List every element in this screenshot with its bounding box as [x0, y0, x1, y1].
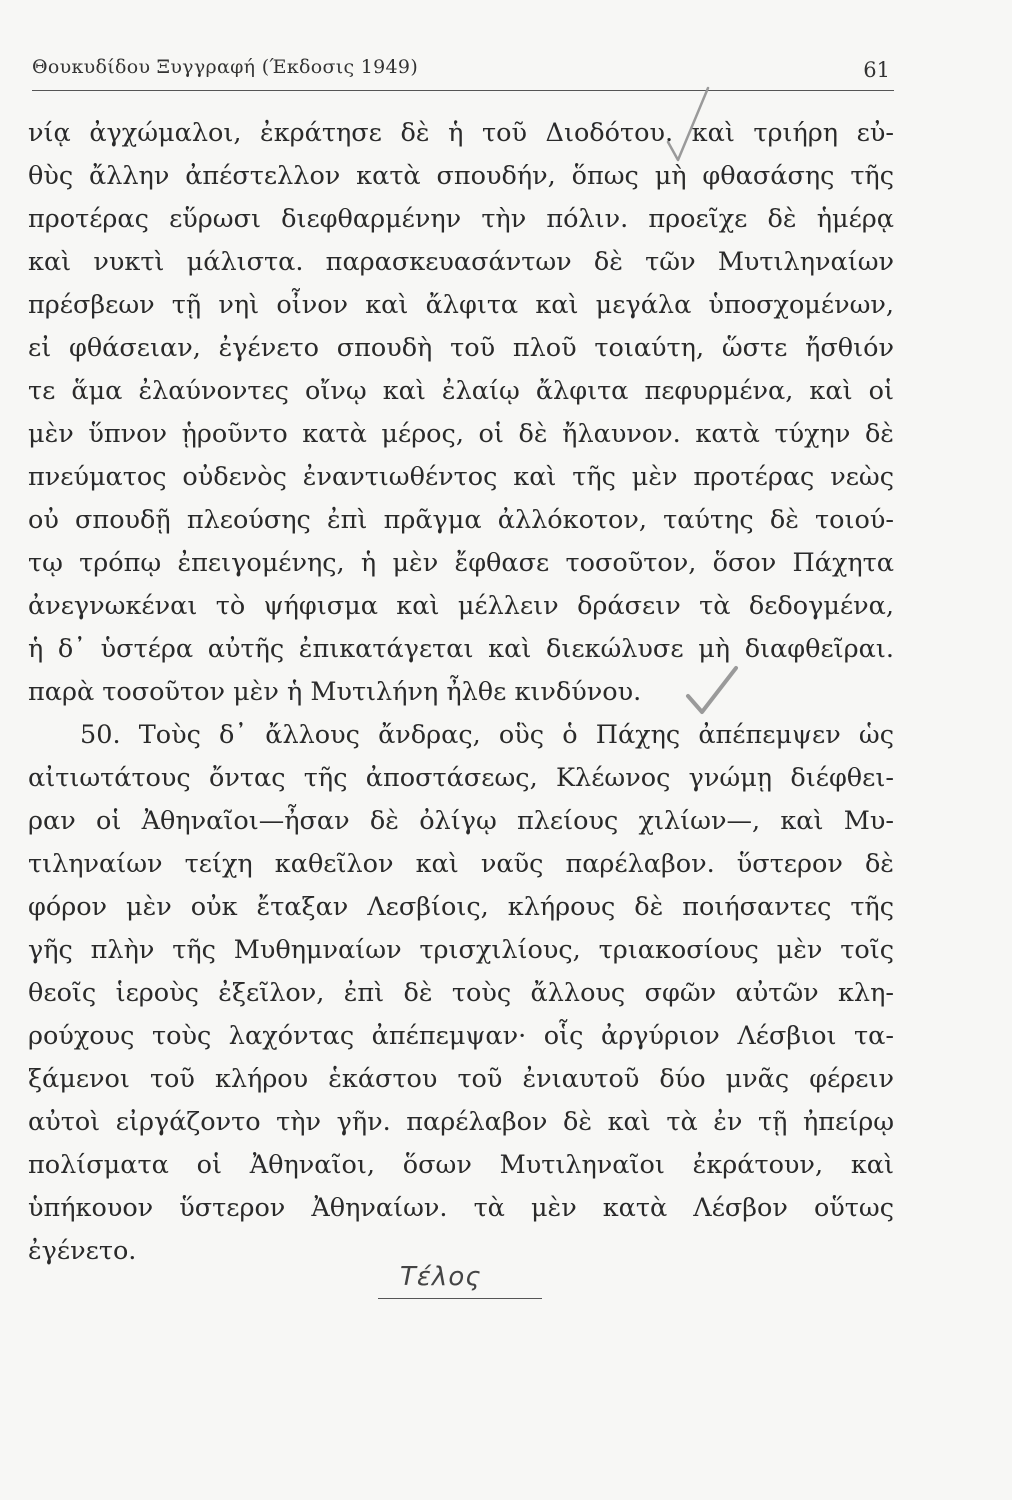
- text-line: τῳ τρόπῳ ἐπειγομένης, ἡ μὲν ἔφθασε τοσοῦτον, ὅσον Πάχητα: [28, 548, 894, 578]
- text-line: πολίσματα οἱ Ἀθηναῖοι, ὅσων Μυτιληναῖοι ἐκράτουν, καὶ: [28, 1150, 894, 1180]
- text-line: ὑπήκουον ὕστερον Ἀθηναίων. τὰ μὲν κατὰ Λέσβον οὕτως: [28, 1193, 894, 1223]
- text-line: αὐτοὶ εἰργάζοντο τὴν γῆν. παρέλαβον δὲ καὶ τὰ ἐν τῇ ἠπείρῳ: [28, 1107, 894, 1137]
- body-text: [28, 112, 894, 1273]
- section-start-line: 50. Τοὺς δ᾿ ἄλλους ἄνδρας, οὓς ὁ Πάχης ἀπέπεμψεν ὡς: [80, 720, 894, 750]
- text-line: καὶ νυκτὶ μάλιστα. παρασκευασάντων δὲ τῶν Μυτιληναίων: [28, 247, 894, 277]
- text-line: πνεύματος οὐδενὸς ἐναντιωθέντος καὶ τῆς μὲν προτέρας νεὼς: [28, 462, 894, 492]
- end-mark: [378, 1262, 542, 1308]
- page-number: 61: [863, 58, 890, 82]
- text-line: γῆς πλὴν τῆς Μυθημναίων τρισχιλίους, τριακοσίους μὲν τοῖς: [28, 935, 894, 965]
- text-line: ραν οἱ Ἀθηναῖοι—ἦσαν δὲ ὀλίγῳ πλείους χιλίων—, καὶ Μυ-: [28, 806, 894, 836]
- text-line: αἰτιωτάτους ὄντας τῆς ἀποστάσεως, Κλέωνος γνώμῃ διέφθει-: [28, 763, 894, 793]
- text-line: ρούχους τοὺς λαχόντας ἀπέπεμψαν· οἷς ἀργύριον Λέσβιοι τα-: [28, 1021, 894, 1051]
- text-line: τε ἅμα ἐλαύνοντες οἴνῳ καὶ ἐλαίῳ ἄλφιτα πεφυρμένα, καὶ οἱ: [28, 376, 894, 406]
- text-line: εἰ φθάσειαν, ἐγένετο σπουδὴ τοῦ πλοῦ τοιαύτη, ὥστε ἤσθιόν: [28, 333, 894, 363]
- text-line: ἀνεγνωκέναι τὸ ψήφισμα καὶ μέλλειν δράσειν τὰ δεδογμένα,: [28, 591, 894, 621]
- text-line: τιληναίων τείχη καθεῖλον καὶ ναῦς παρέλαβον. ὕστερον δὲ: [28, 849, 894, 879]
- text-line: νίᾳ ἀγχώμαλοι, ἐκράτησε δὲ ἡ τοῦ Διοδότου. καὶ τριήρη εὐ-: [28, 118, 894, 148]
- text-line: ἐγένετο.: [28, 1236, 137, 1266]
- text-line: μὲν ὕπνον ᾑροῦντο κατὰ μέρος, οἱ δὲ ἤλαυνον. κατὰ τύχην δὲ: [28, 419, 894, 449]
- text-line: παρὰ τοσοῦτον μὲν ἡ Μυτιλήνη ἦλθε κινδύνου.: [28, 677, 642, 707]
- pencil-check-mark-top: [664, 84, 714, 164]
- end-underline: [378, 1298, 542, 1299]
- text-line: πρέσβεων τῇ νηὶ οἶνον καὶ ἄλφιτα καὶ μεγάλα ὑποσχομένων,: [28, 290, 894, 320]
- pencil-check-mark-bottom: [684, 660, 744, 720]
- text-line: οὐ σπουδῇ πλεούσης ἐπὶ πρᾶγμα ἀλλόκοτον, ταύτης δὲ τοιού-: [28, 505, 894, 535]
- text-line: προτέρας εὕρωσι διεφθαρμένην τὴν πόλιν. προεῖχε δὲ ἡμέρᾳ: [28, 204, 894, 234]
- text-line: θεοῖς ἱεροὺς ἐξεῖλον, ἐπὶ δὲ τοὺς ἄλλους σφῶν αὐτῶν κλη-: [28, 978, 894, 1008]
- page-header: [32, 56, 894, 91]
- handwritten-end-word: Τέλος: [400, 1262, 482, 1292]
- text-line: ξάμενοι τοῦ κλήρου ἑκάστου τοῦ ἐνιαυτοῦ δύο μνᾶς φέρειν: [28, 1064, 894, 1094]
- text-line: φόρον μὲν οὐκ ἔταξαν Λεσβίοις, κλήρους δὲ ποιήσαντες τῆς: [28, 892, 894, 922]
- text-line: ἡ δ᾿ ὑστέρα αὐτῆς ἐπικατάγεται καὶ διεκώλυσε μὴ διαφθεῖραι.: [28, 634, 894, 664]
- text-line: θὺς ἄλλην ἀπέστελλον κατὰ σπουδήν, ὅπως μὴ φθασάσης τῆς: [28, 161, 894, 191]
- running-head: Θουκυδίδου Ξυγγραφή (Έκδοσις 1949): [32, 56, 419, 78]
